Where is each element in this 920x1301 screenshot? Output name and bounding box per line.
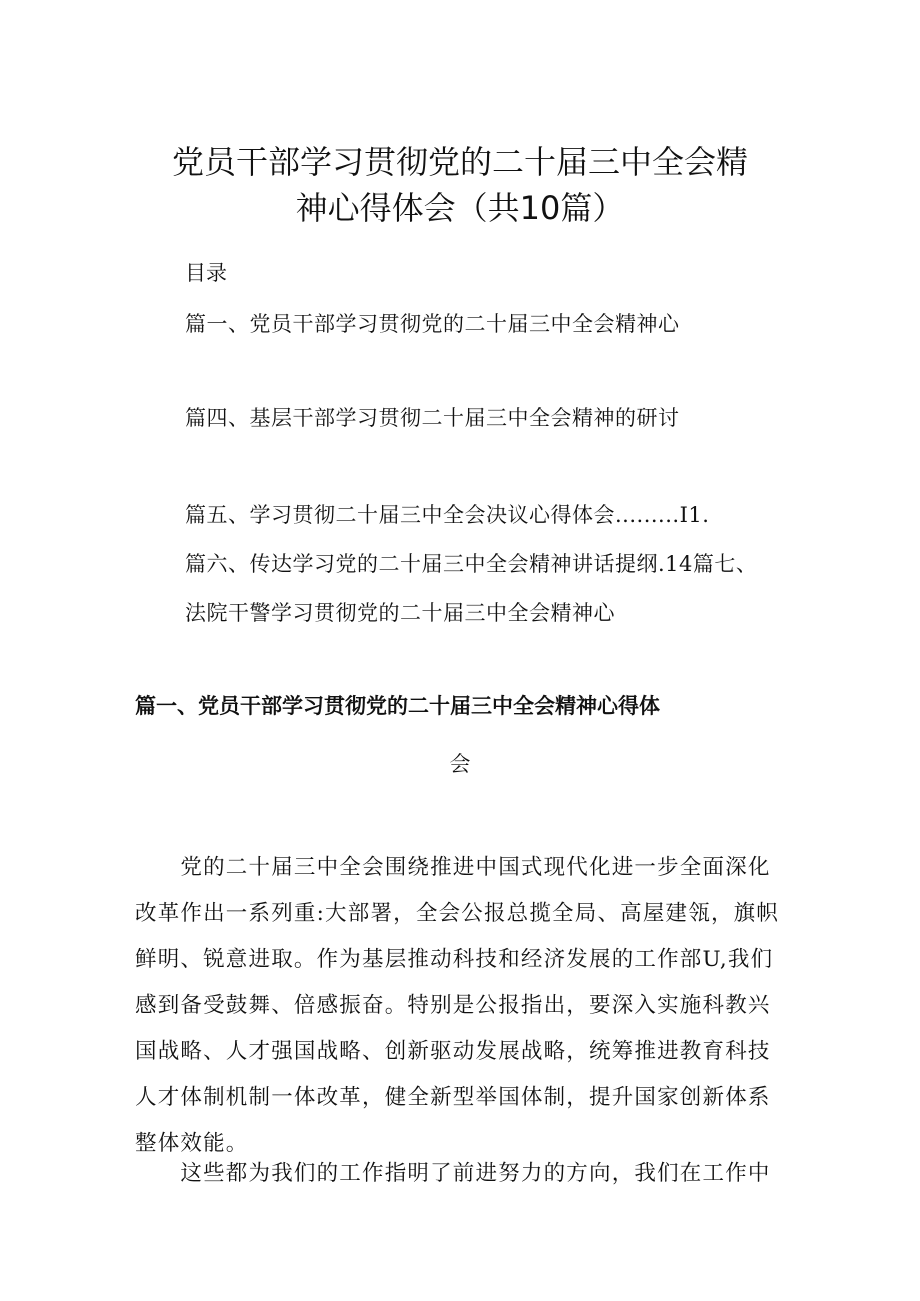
paragraph-line: 感到备受鼓舞、倍感振奋。特别是公报指出，要深入实施科教兴 [135,993,771,1018]
paragraph-line: 改革作出一系列重:大部署，全会公报总揽全局、高屋建瓴，旗帜 [135,901,780,926]
toc-entry[interactable]: 篇五、学习贯彻二十届三中全会决议心得体会.........I1. [185,503,710,527]
paragraph-line: 人才体制机制一体改革，健全新型举国体制，提升国家创新体系 [135,1085,771,1110]
body-paragraph-1 [135,845,785,1167]
paragraph-line: 鲜明、锐意进取。作为基层推动科技和经济发展的工作部U,我们 [135,947,774,972]
toc-entry[interactable]: 法院干警学习贯彻党的二十届三中全会精神心 [185,601,615,625]
section-heading: 篇一、党员干部学习贯彻党的二十届三中全会精神心得体 [135,694,660,718]
toc-entry[interactable]: 篇六、传达学习党的二十届三中全会精神讲话提纲.14篇七、 [185,552,758,576]
document-title-line-1: 党员干部学习贯彻党的二十届三中全会精 [171,143,748,181]
toc-heading: 目录 [185,261,227,285]
body-paragraph-2 [135,1151,785,1197]
paragraph-line: 整体效能。 [135,1131,249,1156]
paragraph-line: 国战略、人才强国战略、创新驱动发展战略，统筹推进教育科技 [135,1039,771,1064]
paragraph-line: 这些都为我们的工作指明了前进努力的方向，我们在工作中 [135,1161,771,1186]
toc-entry[interactable]: 篇四、基层干部学习贯彻二十届三中全会精神的研讨 [185,406,680,430]
paragraph-line: 党的二十届三中全会围绕推进中国式现代化进一步全面深化 [135,855,771,880]
document-title-line-2: 神心得体会（共10篇） [295,189,625,227]
section-heading-tail: 会 [449,752,471,776]
toc-entry[interactable]: 篇一、党员干部学习贯彻党的二十届三中全会精神心 [185,312,680,336]
